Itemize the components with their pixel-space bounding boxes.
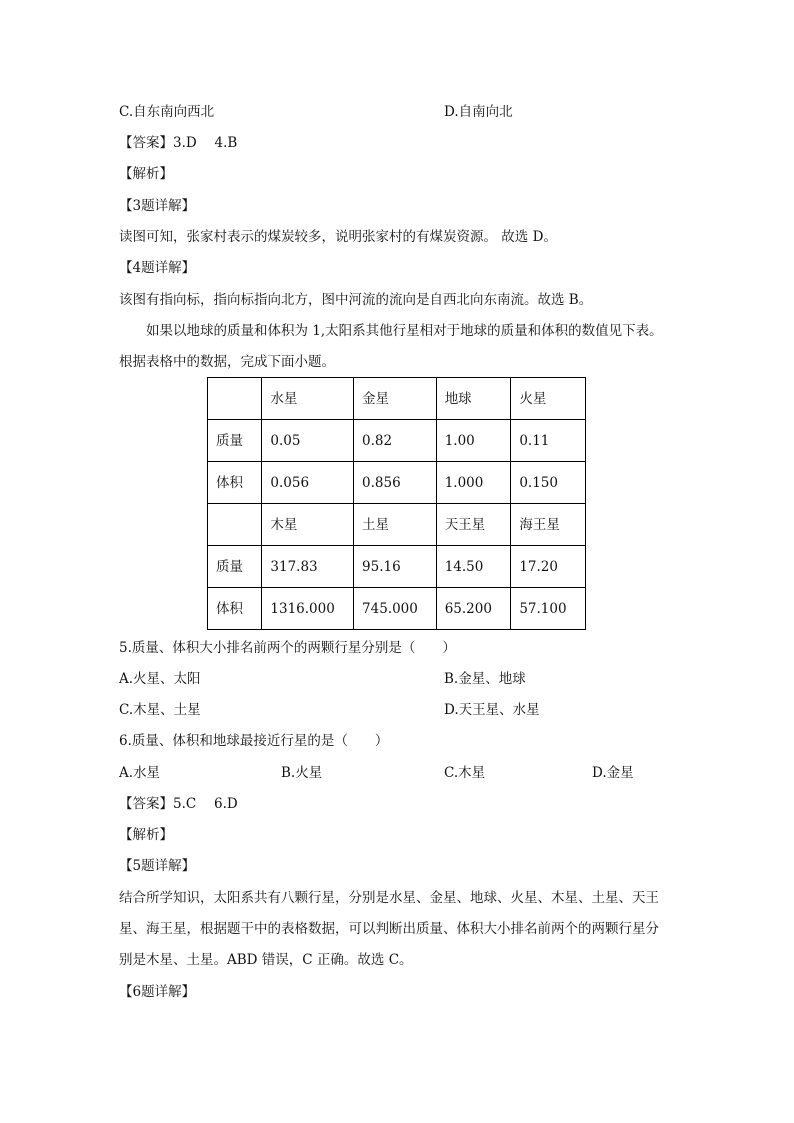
q5-detail-text-2: 星、海王星，根据题干中的表格数据，可以判断出质量、体积大小排名前两个的两颗行星分	[119, 921, 659, 937]
table-row-label: 质量	[208, 546, 262, 588]
table-cell: 金星	[354, 378, 437, 420]
table-row-label: 体积	[208, 588, 262, 630]
table-row	[208, 378, 586, 420]
planet-data-table	[207, 377, 586, 630]
q3-detail-heading: 【3题详解】	[119, 198, 196, 214]
q5-option-a: A.火星、太阳	[119, 671, 201, 687]
option-d-q2: D.自南向北	[444, 104, 513, 120]
q6-option-b: B.火星	[281, 765, 323, 781]
table-cell: 地球	[436, 378, 511, 420]
table-cell: 65.200	[436, 588, 511, 630]
analysis-heading-2: 【解析】	[119, 827, 173, 843]
table-row	[208, 546, 586, 588]
q5-detail-text-3: 别是木星、土星。ABD 错误，C 正确。故选 C。	[119, 952, 413, 968]
table-row-label	[208, 504, 262, 546]
answer-line-1: 【答案】3.D 4.B	[119, 135, 238, 151]
q5-option-c: C.木星、土星	[119, 702, 201, 718]
table-row-label: 体积	[208, 462, 262, 504]
table-cell: 17.20	[511, 546, 586, 588]
table-row	[208, 504, 586, 546]
intro-line-1: 如果以地球的质量和体积为 1,太阳系其他行星相对于地球的质量和体积的数值见下表。	[146, 323, 663, 339]
answer-line-2: 【答案】5.C 6.D	[119, 796, 238, 812]
table-cell: 317.83	[262, 546, 354, 588]
q5-stem: 5.质量、体积大小排名前两个的两颗行星分别是（ ）	[119, 640, 456, 656]
table-row-label	[208, 378, 262, 420]
q4-detail-heading: 【4题详解】	[119, 260, 196, 276]
table-row-label: 质量	[208, 420, 262, 462]
analysis-heading-1: 【解析】	[119, 166, 173, 182]
table-cell: 14.50	[436, 546, 511, 588]
q4-detail-text: 该图有指向标，指向标指向北方，图中河流的流向是自西北向东南流。故选 B。	[119, 292, 593, 308]
table-cell: 天王星	[436, 504, 511, 546]
table-cell: 745.000	[354, 588, 437, 630]
table-cell: 火星	[511, 378, 586, 420]
option-c-q2: C.自东南向西北	[119, 104, 215, 120]
intro-line-2: 根据表格中的数据，完成下面小题。	[119, 354, 335, 370]
q6-option-c: C.木星	[444, 765, 486, 781]
table-cell: 0.056	[262, 462, 354, 504]
q5-option-d: D.天王星、水星	[444, 702, 540, 718]
table-row	[208, 462, 586, 504]
q6-option-a: A.水星	[119, 765, 161, 781]
q3-detail-text: 读图可知，张家村表示的煤炭较多，说明张家村的有煤炭资源。 故选 D。	[119, 229, 557, 245]
table-cell: 1.00	[436, 420, 511, 462]
table-cell: 海王星	[511, 504, 586, 546]
table-cell: 0.82	[354, 420, 437, 462]
table-cell: 1.000	[436, 462, 511, 504]
table-row	[208, 588, 586, 630]
table-cell: 0.856	[354, 462, 437, 504]
table-cell: 57.100	[511, 588, 586, 630]
table-cell: 0.150	[511, 462, 586, 504]
q5-detail-text-1: 结合所学知识，太阳系共有八颗行星，分别是水星、金星、地球、火星、木星、土星、天王	[119, 890, 659, 906]
q6-stem: 6.质量、体积和地球最接近行星的是（ ）	[119, 733, 389, 749]
table-row	[208, 420, 586, 462]
table-cell: 水星	[262, 378, 354, 420]
table-cell: 1316.000	[262, 588, 354, 630]
table-cell: 木星	[262, 504, 354, 546]
table-cell: 0.05	[262, 420, 354, 462]
q5-detail-heading: 【5题详解】	[119, 858, 196, 874]
q6-detail-heading: 【6题详解】	[119, 984, 196, 1000]
table-cell: 土星	[354, 504, 437, 546]
q6-option-d: D.金星	[592, 765, 634, 781]
table-cell: 0.11	[511, 420, 586, 462]
q5-option-b: B.金星、地球	[444, 671, 526, 687]
table-cell: 95.16	[354, 546, 437, 588]
